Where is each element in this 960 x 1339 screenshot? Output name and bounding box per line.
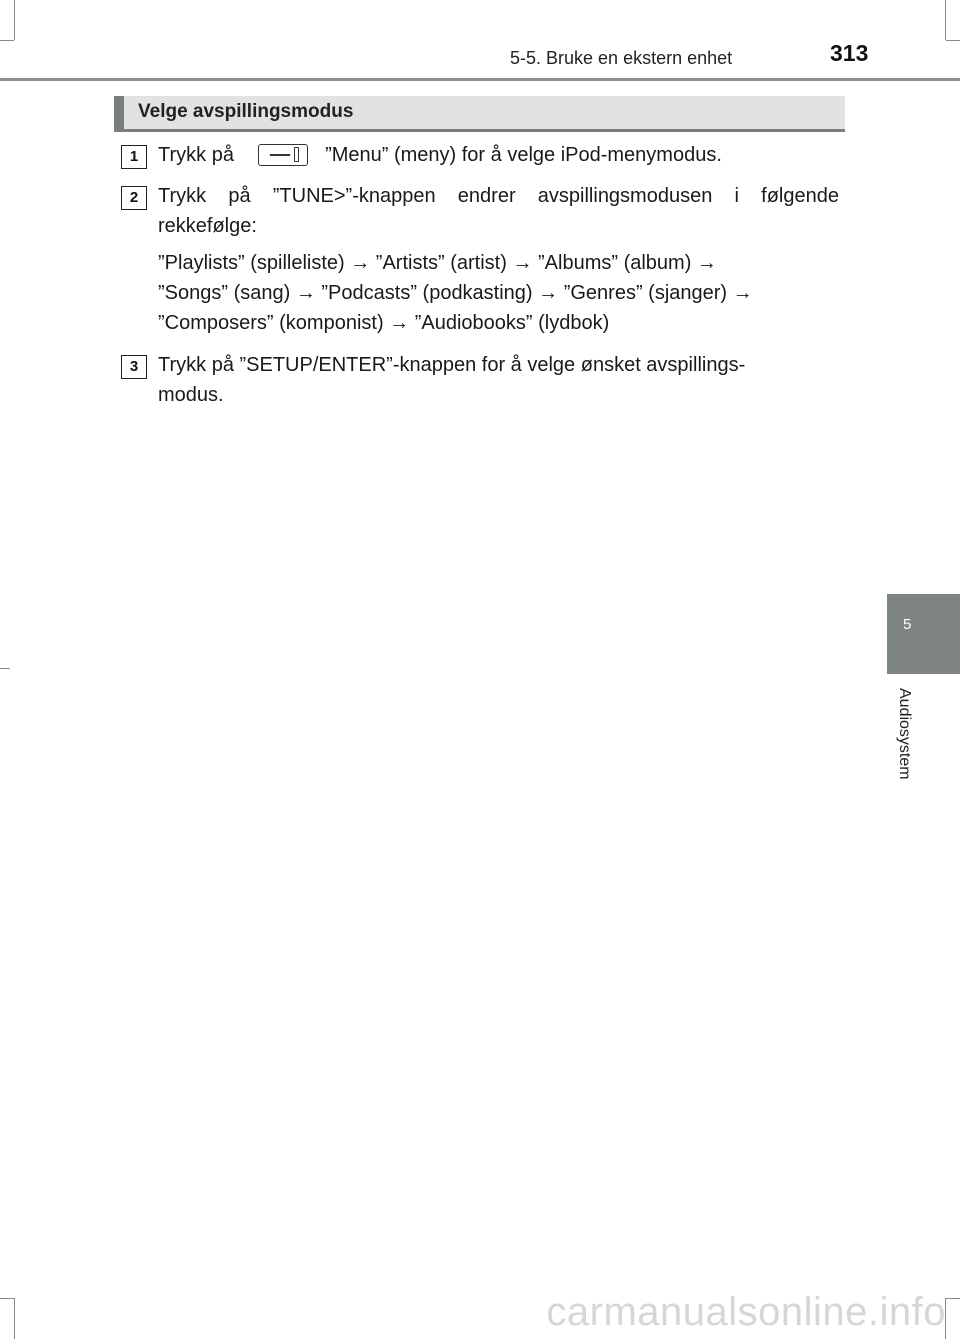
step-1-text-before: Trykk på [158,144,234,166]
header-divider [0,78,960,81]
section-title: Velge avspillingsmodus [138,101,354,122]
step-number-2: 2 [121,186,147,210]
step-number-1: 1 [121,145,147,169]
crop-mark [0,40,14,41]
watermark: carmanualsonline.info [546,1290,946,1334]
page-number: 313 [830,40,869,66]
step-2-text: Trykk på ”TUNE>”-knappen endrer avspillingsmodusen i følgende rekkefølge: [158,185,845,237]
crop-mark [14,0,15,40]
step-2-sequence: ”Playlists” (spilleliste) → ”Artists” (artist) → ”Albums” (album) → ”Songs” (sang) → ”Podcasts” (podkasting) → ”Genres” (sjanger) → ”Composers” (komponist) → ”Audiobooks” (lydbok) [158,252,753,334]
menu-button-icon [258,144,308,166]
header-section-title: 5-5. Bruke en ekstern enhet [510,48,733,68]
crop-mark [946,40,960,41]
chapter-number: 5 [903,616,912,633]
chapter-tab [887,594,960,674]
section-heading-bar [114,96,845,132]
step-number-3: 3 [121,355,147,379]
step-3-text: Trykk på ”SETUP/ENTER”-knappen for å velge ønsket avspillings- modus. [158,354,746,406]
crop-mark [0,1298,14,1299]
crop-mark [14,1298,15,1339]
crop-mark [946,1298,960,1299]
crop-mark [0,668,10,669]
step-1-text-after: ”Menu” (meny) for å velge iPod-menymodus. [325,144,722,166]
chapter-label: Audiosystem [896,688,913,780]
crop-mark [945,0,946,40]
